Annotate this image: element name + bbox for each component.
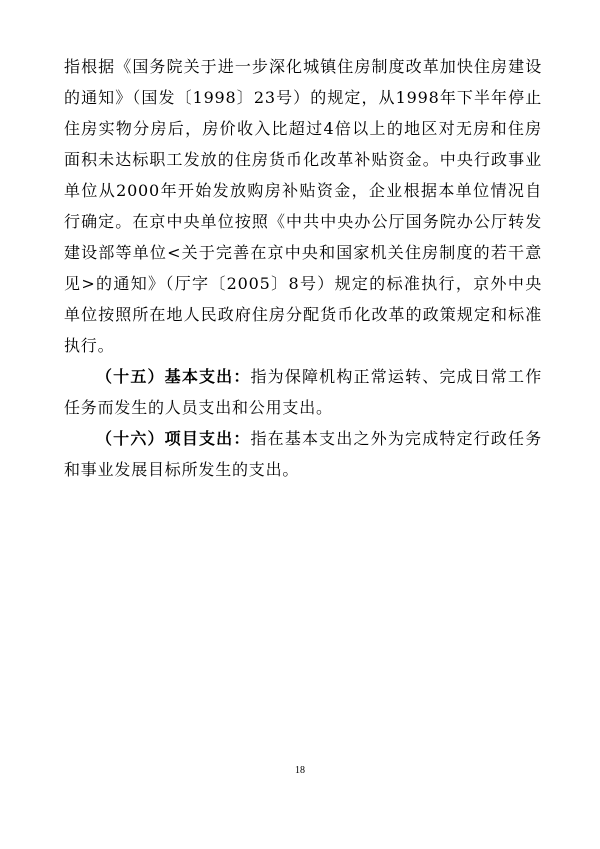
section-heading-16: （十六）项目支出： bbox=[96, 429, 251, 448]
paragraph-housing-subsidy bbox=[64, 51, 542, 361]
paragraph-basic-expenditure bbox=[64, 361, 542, 423]
paragraph-text: 指根据《国务院关于进一步深化城镇住房制度改革加快住房建设的通知》（国发〔1998〕23号）的规定，从1998年下半年停止住房实物分房后，房价收入比超过4倍以上的地区对无房和住房面积未达标职工发放的住房货币化改革补贴资金。中央行政事业单位从2000年开始发放购房补贴资金，企业根据本单位情况自行确定。在京中央单位按照《中共中央办公厅国务院办公厅转发建设部等单位<关于完善在京中央和国家机关住房制度的若干意见>的通知》（厅字〔2005〕8号）规定的标准执行，京外中央单位按照所在地人民政府住房分配货币化改革的政策规定和标准执行。 bbox=[64, 57, 542, 355]
paragraph-text: 指为保障机构正常运转、完成日常工作任务而发生的人员支出和公用支出。 bbox=[64, 367, 542, 417]
paragraph-text: 指在基本支出之外为完成特定行政任务和事业发展目标所发生的支出。 bbox=[64, 429, 542, 479]
section-heading-15: （十五）基本支出： bbox=[96, 367, 251, 386]
page-number: 18 bbox=[295, 765, 305, 776]
document-body bbox=[64, 51, 542, 485]
paragraph-project-expenditure bbox=[64, 423, 542, 485]
